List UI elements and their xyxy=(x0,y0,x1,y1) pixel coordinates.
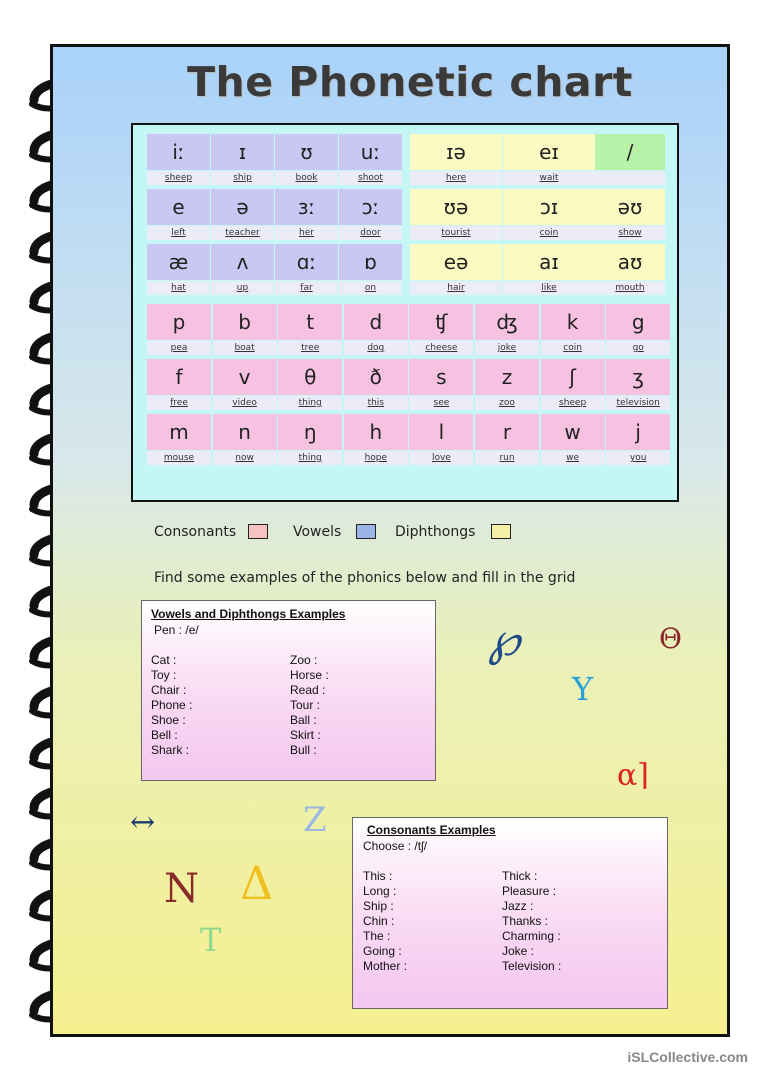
diphthong-symbol: / xyxy=(595,134,665,170)
consonant-symbol: m xyxy=(147,414,211,450)
vowel-symbol: ʊ xyxy=(275,134,338,170)
vowels-box-title: Vowels and Diphthongs Examples xyxy=(151,607,346,621)
zeta-decoration: Ζ xyxy=(303,800,327,840)
example-line: Chair : xyxy=(151,683,187,697)
example-line: Shoe : xyxy=(151,713,186,727)
consonant-symbol: t xyxy=(278,304,342,340)
consonant-example-word: love xyxy=(409,451,473,465)
consonant-symbol: ʒ xyxy=(606,359,670,395)
diphthong-example-word: like xyxy=(503,281,595,295)
diphthong-example-word: tourist xyxy=(410,226,502,240)
legend-diphthongs-label: Diphthongs xyxy=(395,524,476,540)
consonant-example-word: free xyxy=(147,396,211,410)
consonant-example-word: joke xyxy=(475,341,539,355)
example-line: Pleasure : xyxy=(502,884,557,898)
consonant-symbol: j xyxy=(606,414,670,450)
consonants-box-title: Consonants Examples xyxy=(367,823,496,837)
theta-decoration: Θ xyxy=(659,622,682,655)
example-line: Horse : xyxy=(290,668,329,682)
diphthong-symbol: eə xyxy=(410,244,502,280)
diphthong-example-word: show xyxy=(595,226,665,240)
left-right-arrow-decoration: ↔ xyxy=(130,805,156,840)
vowels-box-example: Pen : /e/ xyxy=(154,623,199,637)
vowel-example-word: up xyxy=(211,281,274,295)
legend-consonants-swatch xyxy=(248,524,268,539)
vowel-example-word: book xyxy=(275,171,338,185)
example-line: Joke : xyxy=(502,944,535,958)
diphthong-example-word: coin xyxy=(503,226,595,240)
consonant-example-word: video xyxy=(213,396,277,410)
example-line: Long : xyxy=(363,884,397,898)
example-line: Chin : xyxy=(363,914,395,928)
vowel-symbol: ɜː xyxy=(275,189,338,225)
example-line: This : xyxy=(363,869,393,883)
consonant-symbol: l xyxy=(409,414,473,450)
consonant-symbol: g xyxy=(606,304,670,340)
consonant-example-word: mouse xyxy=(147,451,211,465)
example-line: Thick : xyxy=(502,869,538,883)
example-line: Ball : xyxy=(290,713,317,727)
consonant-example-word: coin xyxy=(541,341,605,355)
nu-decoration: Ν xyxy=(164,866,199,912)
upsilon-decoration: Υ xyxy=(572,670,594,708)
vowel-symbol: iː xyxy=(147,134,210,170)
consonant-example-word: television xyxy=(606,396,670,410)
consonant-symbol: w xyxy=(541,414,605,450)
example-line: Jazz : xyxy=(502,899,534,913)
vowel-symbol: ɑː xyxy=(275,244,338,280)
consonant-symbol: v xyxy=(213,359,277,395)
example-line: Cat : xyxy=(151,653,177,667)
weierstrass-p-decoration: ℘ xyxy=(488,612,521,666)
vowel-symbol: ɔː xyxy=(339,189,402,225)
consonant-example-word: tree xyxy=(278,341,342,355)
consonant-symbol: p xyxy=(147,304,211,340)
example-line: Zoo : xyxy=(290,653,318,667)
consonant-symbol: r xyxy=(475,414,539,450)
consonant-symbol: ʤ xyxy=(475,304,539,340)
example-line: Read : xyxy=(290,683,326,697)
example-line: The : xyxy=(363,929,391,943)
example-line: Ship : xyxy=(363,899,394,913)
consonant-example-word: zoo xyxy=(475,396,539,410)
consonant-symbol: s xyxy=(409,359,473,395)
diphthong-symbol: aʊ xyxy=(595,244,665,280)
consonant-example-word: this xyxy=(344,396,408,410)
diphthong-example-word: here xyxy=(410,171,502,185)
vowel-example-word: hat xyxy=(147,281,210,295)
site-watermark: iSLCollective.com xyxy=(627,1049,748,1065)
vowel-example-word: far xyxy=(275,281,338,295)
diphthong-example-word xyxy=(595,171,665,185)
example-line: Phone : xyxy=(151,698,193,712)
phonetic-chart xyxy=(131,123,679,502)
diphthong-example-word: hair xyxy=(410,281,502,295)
vowel-example-word: door xyxy=(339,226,402,240)
example-line: Toy : xyxy=(151,668,177,682)
consonants-examples-box xyxy=(352,817,668,1009)
vowel-example-word: ship xyxy=(211,171,274,185)
page-title: The Phonetic chart xyxy=(187,58,633,106)
legend-vowels-label: Vowels xyxy=(293,524,342,540)
vowel-symbol: æ xyxy=(147,244,210,280)
consonant-symbol: h xyxy=(344,414,408,450)
vowel-example-word: left xyxy=(147,226,210,240)
diphthong-example-word: mouth xyxy=(595,281,665,295)
example-line: Mother : xyxy=(363,959,408,973)
example-line: Going : xyxy=(363,944,402,958)
diphthong-example-word: wait xyxy=(503,171,595,185)
legend-consonants-label: Consonants xyxy=(154,524,237,540)
consonant-example-word: thing xyxy=(278,396,342,410)
consonant-symbol: n xyxy=(213,414,277,450)
consonant-symbol: ʧ xyxy=(409,304,473,340)
diphthong-symbol: eɪ xyxy=(503,134,595,170)
example-line: Bull : xyxy=(290,743,317,757)
consonant-example-word: thing xyxy=(278,451,342,465)
alpha-decoration: α⌉ xyxy=(617,758,649,793)
legend-vowels-swatch xyxy=(356,524,376,539)
diphthong-symbol: ɔɪ xyxy=(503,189,595,225)
vowel-symbol: ɪ xyxy=(211,134,274,170)
consonant-example-word: pea xyxy=(147,341,211,355)
vowel-symbol: e xyxy=(147,189,210,225)
consonant-example-word: now xyxy=(213,451,277,465)
tau-decoration: Τ xyxy=(200,921,222,959)
consonant-example-word: cheese xyxy=(409,341,473,355)
consonant-symbol: d xyxy=(344,304,408,340)
example-line: Bell : xyxy=(151,728,178,742)
vowel-example-word: on xyxy=(339,281,402,295)
consonant-symbol: z xyxy=(475,359,539,395)
vowel-symbol: uː xyxy=(339,134,402,170)
consonant-example-word: boat xyxy=(213,341,277,355)
consonant-example-word: sheep xyxy=(541,396,605,410)
example-line: Skirt : xyxy=(290,728,321,742)
vowel-example-word: her xyxy=(275,226,338,240)
example-line: Thanks : xyxy=(502,914,549,928)
delta-decoration: Δ xyxy=(240,856,274,910)
vowel-symbol: ə xyxy=(211,189,274,225)
consonant-symbol: f xyxy=(147,359,211,395)
example-line: Charming : xyxy=(502,929,561,943)
consonant-example-word: run xyxy=(475,451,539,465)
vowel-example-word: sheep xyxy=(147,171,210,185)
consonant-symbol: ŋ xyxy=(278,414,342,450)
consonant-example-word: go xyxy=(606,341,670,355)
diphthong-symbol: aɪ xyxy=(503,244,595,280)
vowel-example-word: shoot xyxy=(339,171,402,185)
consonant-symbol: θ xyxy=(278,359,342,395)
vowel-example-word: teacher xyxy=(211,226,274,240)
consonants-box-example: Choose : /tʃ/ xyxy=(363,839,428,853)
instruction-text: Find some examples of the phonics below and fill in the grid xyxy=(154,570,576,586)
example-line: Shark : xyxy=(151,743,190,757)
vowel-symbol: ʌ xyxy=(211,244,274,280)
consonant-symbol: b xyxy=(213,304,277,340)
vowels-examples-box xyxy=(141,600,436,781)
consonant-symbol: k xyxy=(541,304,605,340)
diphthong-symbol: əʊ xyxy=(595,189,665,225)
consonant-example-word: we xyxy=(541,451,605,465)
consonant-example-word: hope xyxy=(344,451,408,465)
example-line: Tour : xyxy=(290,698,321,712)
legend-diphthongs-swatch xyxy=(491,524,511,539)
consonant-example-word: you xyxy=(606,451,670,465)
consonant-example-word: see xyxy=(409,396,473,410)
consonant-example-word: dog xyxy=(344,341,408,355)
example-line: Television : xyxy=(502,959,562,973)
consonant-symbol: ʃ xyxy=(541,359,605,395)
consonant-symbol: ð xyxy=(344,359,408,395)
vowel-symbol: ɒ xyxy=(339,244,402,280)
diphthong-symbol: ʊə xyxy=(410,189,502,225)
diphthong-symbol: ɪə xyxy=(410,134,502,170)
